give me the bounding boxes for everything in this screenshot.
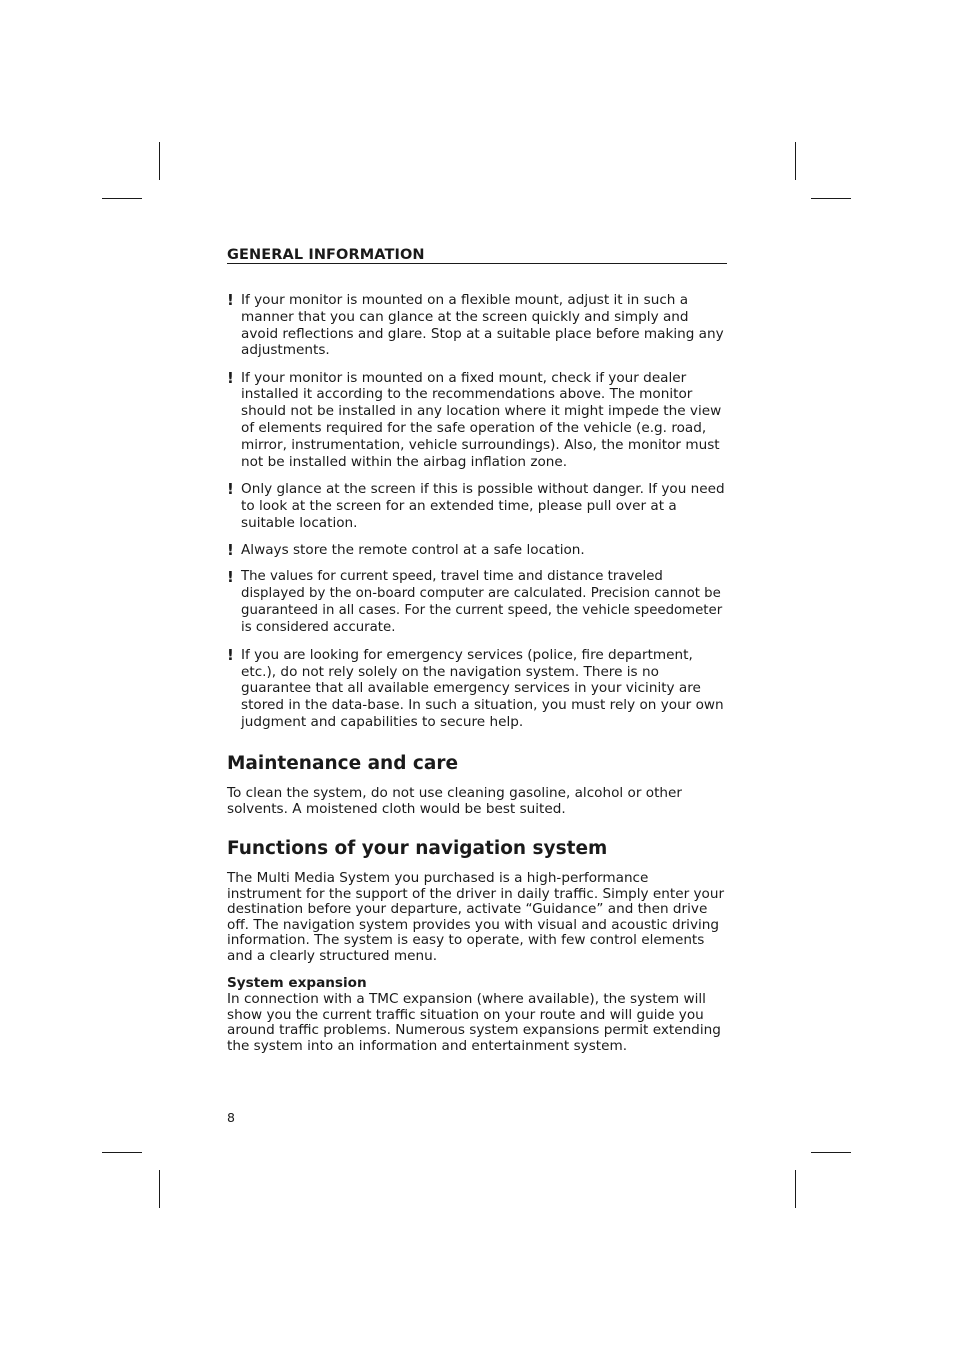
- functions-heading: Functions of your navigation system: [227, 838, 608, 859]
- functions-text: The Multi Media System you purchased is a high-performance instrument for the support of the driver in daily traffic. Simply enter your destination before your departure, activate “Guidance” and then drive off. The navigation system provides you with visual and acoustic driving information. The system is easy to operate, with few control elements and a clearly structured menu.: [227, 870, 725, 964]
- warning-text: Only glance at the screen if this is possible without danger. If you need to look at the screen for an extended time, please pull over at a suitable location.: [241, 480, 725, 531]
- exclamation-icon: !: [227, 645, 234, 664]
- warning-text: The values for current speed, travel time and distance traveled displayed by the on-board computer are calculated. Precision cannot be guaranteed in all cases. For the current speed, the vehicle speedometer is considered accurate.: [241, 569, 723, 635]
- exclamation-icon: !: [227, 479, 234, 498]
- maintenance-heading: Maintenance and care: [227, 753, 459, 774]
- section-header: [227, 244, 727, 264]
- crop-mark: [795, 1170, 796, 1208]
- exclamation-icon: !: [227, 568, 234, 587]
- warning-list: [227, 292, 727, 741]
- crop-mark: [159, 142, 160, 180]
- warning-item: [227, 542, 727, 559]
- system-expansion-heading: System expansion: [227, 975, 367, 991]
- page-number: 8: [227, 1110, 235, 1125]
- exclamation-icon: !: [227, 291, 234, 309]
- system-expansion-text: In connection with a TMC expansion (where available), the system will show you the current traffic situation on your route and will guide you around traffic problems. Numerous system expansions permit extending the system into an information and entertainment system.: [227, 991, 721, 1054]
- warning-item: [227, 569, 727, 636]
- crop-mark: [811, 1152, 851, 1153]
- maintenance-text: To clean the system, do not use cleaning gasoline, alcohol or other solvents. A moistened cloth would be best suited.: [227, 785, 682, 817]
- crop-mark: [102, 1152, 142, 1153]
- exclamation-icon: !: [227, 540, 234, 559]
- warning-item: [227, 481, 727, 531]
- warning-text: If your monitor is mounted on a fixed mount, check if your dealer installed it according to the recommendations above. The monitor should not be installed in any location where it might impede the view of elements required for the safe operation of the vehicle (e.g. road, mirror, instrumentation, vehicle surroundings). Also, the monitor must not be installed within the airbag inflation zone.: [241, 369, 722, 470]
- crop-mark: [795, 142, 796, 180]
- exclamation-icon: !: [227, 368, 234, 387]
- warning-item: [227, 292, 727, 359]
- section-title: GENERAL INFORMATION: [227, 247, 425, 263]
- warning-text: If your monitor is mounted on a flexible mount, adjust it in such a manner that you can glance at the screen quickly and simply and avoid reflections and glare. Stop at a suitable place before making any adjustments.: [241, 292, 724, 359]
- warning-item: [227, 370, 727, 471]
- crop-mark: [811, 198, 851, 199]
- warning-item: [227, 647, 727, 731]
- crop-mark: [159, 1170, 160, 1208]
- warning-text: If you are looking for emergency services (police, fire department, etc.), do not rely solely on the navigation system. There is no guarantee that all available emergency services in your vicinity are stored in the data-base. In such a situation, you must rely on your own judgment and capabilities to secure help.: [241, 646, 724, 731]
- warning-text: Always store the remote control at a safe location.: [241, 541, 585, 558]
- crop-mark: [102, 198, 142, 199]
